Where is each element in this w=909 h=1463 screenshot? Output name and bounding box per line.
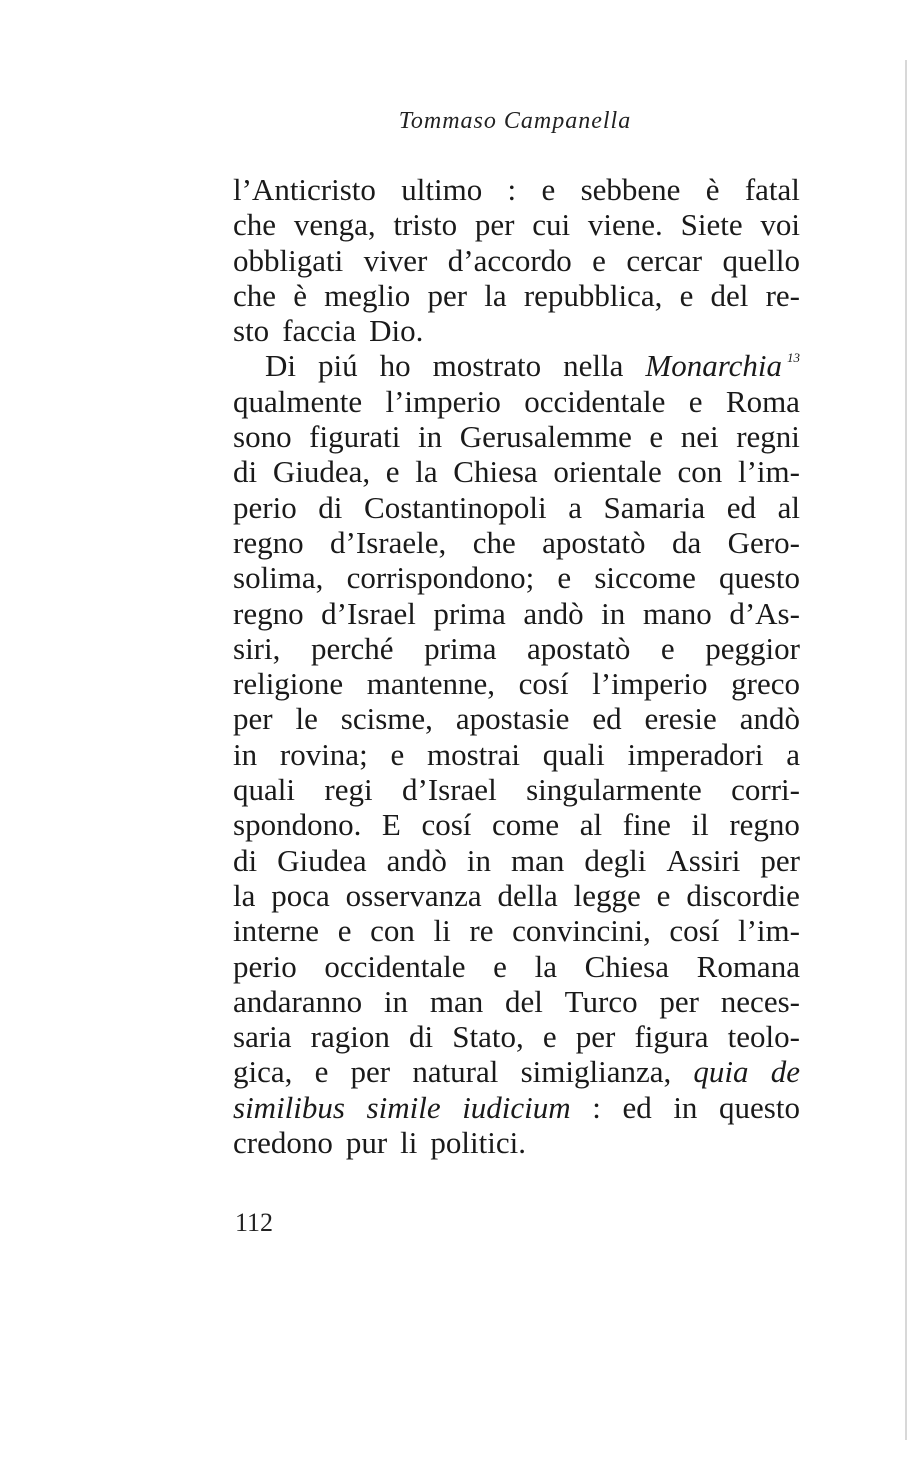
word: regni — [736, 419, 800, 455]
word: mantenne, — [366, 666, 496, 702]
word: Romana — [696, 948, 800, 984]
text-line — [233, 666, 800, 701]
word: andò — [386, 842, 447, 878]
word: a — [568, 489, 582, 525]
word: per — [474, 207, 515, 243]
text-line — [233, 1054, 800, 1089]
word: imperadori — [627, 736, 764, 772]
word: e — [592, 242, 606, 278]
word: gica, — [233, 1054, 293, 1090]
text-line — [233, 631, 800, 666]
running-head: Tommaso Campanella — [398, 108, 632, 134]
word: ho — [379, 348, 411, 384]
text-line — [233, 419, 800, 454]
text-line — [233, 207, 800, 242]
word: spondono. — [233, 807, 362, 843]
word: che — [233, 207, 277, 243]
word: re — [469, 913, 494, 949]
word: con — [370, 913, 415, 949]
word: scisme, — [340, 701, 433, 737]
word: neces- — [720, 983, 800, 1019]
word: la — [534, 948, 557, 984]
word: fine — [622, 807, 671, 843]
word: che — [472, 524, 516, 560]
word: e — [390, 736, 405, 772]
word: eresie — [644, 701, 717, 737]
word: regno — [233, 595, 304, 631]
word: viene. — [587, 207, 663, 243]
word: Turco — [564, 983, 638, 1019]
word: l’imperio — [592, 666, 708, 702]
word: perio — [233, 948, 297, 984]
word: del — [710, 277, 749, 313]
word: Assiri — [666, 842, 741, 878]
word: solima, — [233, 560, 324, 596]
word: in — [383, 983, 409, 1019]
word: ed — [726, 489, 756, 525]
text-line — [233, 949, 800, 984]
word: nei — [680, 419, 719, 455]
word: tristo — [393, 207, 458, 243]
word: Siete — [680, 207, 743, 243]
word: meglio — [324, 277, 411, 313]
word: la — [484, 277, 507, 313]
word: rovina; — [279, 736, 368, 772]
word: politici. — [430, 1125, 526, 1161]
word: al — [579, 807, 603, 843]
word: e — [656, 877, 671, 913]
word: sono — [233, 419, 292, 455]
word: per — [760, 842, 800, 878]
word: iudicium — [462, 1089, 571, 1125]
text-line — [233, 1019, 800, 1054]
text-line — [233, 596, 800, 631]
word: quia — [693, 1054, 749, 1090]
word: faccia — [282, 313, 357, 349]
word: e — [557, 560, 572, 596]
word: obbligati — [233, 242, 344, 278]
word: per — [350, 1054, 391, 1090]
body-text — [233, 172, 800, 1160]
word: Chiesa — [584, 948, 669, 984]
word: figura — [634, 1019, 709, 1055]
text-line — [265, 348, 800, 383]
page-edge-shadow — [905, 60, 907, 1440]
word: similibus — [233, 1089, 345, 1125]
word: regno — [233, 524, 304, 560]
text-line — [233, 172, 800, 207]
word: apostatò — [542, 524, 646, 560]
word: corrispondono; — [346, 560, 535, 596]
word: è — [293, 277, 307, 313]
word: e — [493, 948, 507, 984]
word: Roma — [725, 383, 800, 419]
word: fatal — [744, 172, 800, 207]
word: la — [415, 454, 438, 490]
word: l’imperio — [385, 383, 501, 419]
word: da — [671, 524, 702, 560]
word: degli — [584, 842, 647, 878]
word: repubblica, — [523, 277, 663, 313]
word: mano — [642, 595, 712, 631]
word: siccome — [594, 560, 696, 596]
word: che — [233, 277, 277, 313]
word: cercar — [626, 242, 703, 278]
word: in — [233, 736, 258, 772]
word: per — [575, 1019, 616, 1055]
text-line — [233, 454, 800, 489]
word: con — [677, 454, 723, 490]
word: questo — [719, 1089, 800, 1125]
word: della — [497, 877, 558, 913]
text-line — [233, 384, 800, 419]
word: singularmente — [526, 772, 702, 808]
text-line — [233, 701, 800, 736]
word: cui — [532, 207, 571, 243]
word: e — [649, 419, 664, 455]
word: Di — [265, 348, 296, 384]
word: corri- — [731, 772, 800, 808]
word: Gerusalemme — [459, 419, 632, 455]
word: e — [679, 277, 694, 313]
word: quello — [722, 242, 800, 278]
word: il — [691, 807, 709, 843]
text-line — [233, 878, 800, 913]
word: man — [429, 983, 484, 1019]
word: Dio. — [369, 313, 424, 349]
word: di — [318, 489, 343, 525]
word: in — [417, 419, 443, 455]
word: voi — [760, 207, 800, 243]
word: E — [381, 807, 401, 843]
word: l’Anticristo — [233, 172, 376, 207]
word: l’im- — [737, 454, 800, 490]
word: perché — [310, 630, 394, 666]
word: ed — [622, 1089, 652, 1125]
word: per — [233, 701, 273, 737]
word: di — [233, 454, 258, 490]
footnote-marker: 13 — [786, 350, 800, 366]
word: per — [659, 983, 699, 1019]
word: andaranno — [233, 983, 363, 1019]
word: apostasie — [455, 701, 570, 737]
word: convincini, — [512, 913, 651, 949]
word: pur — [345, 1125, 388, 1161]
word: e — [688, 383, 703, 419]
word: andò — [523, 595, 584, 631]
word: Costantinopoli — [364, 489, 547, 525]
text-line — [233, 490, 800, 525]
word: regno — [729, 807, 800, 843]
word: in — [673, 1089, 698, 1125]
text-line — [233, 843, 800, 878]
word: legge — [573, 877, 641, 913]
text-line — [233, 243, 800, 278]
word: e — [337, 913, 352, 949]
word: al — [777, 489, 800, 525]
text-line — [233, 984, 800, 1019]
word: sebbene — [580, 172, 681, 207]
word: questo — [719, 560, 800, 596]
word: andò — [739, 701, 800, 737]
word: qualmente — [233, 383, 363, 419]
word: credono — [233, 1125, 333, 1161]
word: Gero- — [727, 524, 800, 560]
word: saria — [233, 1019, 292, 1055]
word: piú — [318, 348, 358, 384]
word: mostrai — [426, 736, 520, 772]
text-line — [233, 1090, 800, 1125]
word: l’im- — [737, 913, 800, 949]
text-line — [233, 1125, 800, 1160]
word: mostrato — [432, 348, 542, 384]
word: per — [427, 277, 468, 313]
word: : — [507, 172, 517, 207]
word: simiglianza, — [520, 1054, 672, 1090]
page-number: 112 — [235, 1208, 274, 1237]
word: Giudea — [277, 842, 367, 878]
word: cosí — [421, 807, 472, 843]
word: e — [385, 454, 400, 490]
text-line — [233, 525, 800, 560]
word: quali — [542, 736, 605, 772]
word: come — [491, 807, 560, 843]
word: sto — [233, 313, 270, 349]
word: a — [786, 736, 800, 772]
word: man — [510, 842, 565, 878]
word: d’Israel — [402, 772, 497, 808]
word: Samaria — [603, 489, 706, 525]
word: Stato, — [452, 1019, 524, 1055]
word: cosí — [518, 666, 569, 702]
word: d’As- — [729, 595, 800, 631]
word: interne — [233, 913, 320, 949]
word: ultimo — [401, 172, 483, 207]
word: greco — [731, 666, 800, 702]
word: quali — [233, 772, 295, 808]
word: occidentale — [324, 948, 466, 984]
word: apostatò — [527, 630, 631, 666]
word: Giudea, — [272, 454, 371, 490]
word: li — [433, 913, 451, 949]
word: poca — [271, 877, 330, 913]
word: teolo- — [727, 1019, 800, 1055]
word: e — [660, 630, 675, 666]
word: è — [705, 172, 720, 207]
word: regi — [324, 772, 373, 808]
word: ed — [592, 701, 622, 737]
word: nella — [563, 348, 624, 384]
word: perio — [233, 489, 297, 525]
word: e — [542, 1019, 557, 1055]
word: prima — [433, 595, 506, 631]
word: e — [541, 172, 556, 207]
word: venga, — [293, 207, 376, 243]
word: orientale — [553, 454, 662, 490]
word: d’accordo — [447, 242, 572, 278]
word: osservanza — [345, 877, 482, 913]
word: in — [466, 842, 491, 878]
text-line — [233, 772, 800, 807]
word: Chiesa — [453, 454, 538, 490]
text-line — [233, 313, 800, 348]
word: occidentale — [524, 383, 666, 419]
word: viver — [363, 242, 428, 278]
word: figurati — [309, 419, 401, 455]
word: re- — [765, 277, 800, 313]
word: siri, — [233, 630, 281, 666]
word: la — [233, 877, 256, 913]
text-line — [233, 913, 800, 948]
word: d’Israele, — [330, 524, 447, 560]
word: le — [295, 701, 318, 737]
word: simile — [366, 1089, 441, 1125]
word: e — [314, 1054, 329, 1090]
word: d’Israel — [321, 595, 416, 631]
text-line — [233, 807, 800, 842]
word: peggior — [705, 630, 800, 666]
word: natural — [412, 1054, 499, 1090]
word: cosí — [669, 913, 720, 949]
word: : — [592, 1089, 601, 1125]
word: religione — [233, 666, 344, 702]
word: di — [408, 1019, 434, 1055]
word: prima — [424, 630, 497, 666]
word: li — [400, 1125, 418, 1161]
word: ragion — [310, 1019, 390, 1055]
word: del — [505, 983, 543, 1019]
text-line — [233, 737, 800, 772]
word: in — [601, 595, 626, 631]
text-line — [233, 278, 800, 313]
word: di — [233, 842, 258, 878]
word: discordie — [686, 877, 800, 913]
text-line — [233, 560, 800, 595]
word: Monarchia $^{13}$ — [645, 348, 800, 384]
word: de — [770, 1054, 800, 1090]
